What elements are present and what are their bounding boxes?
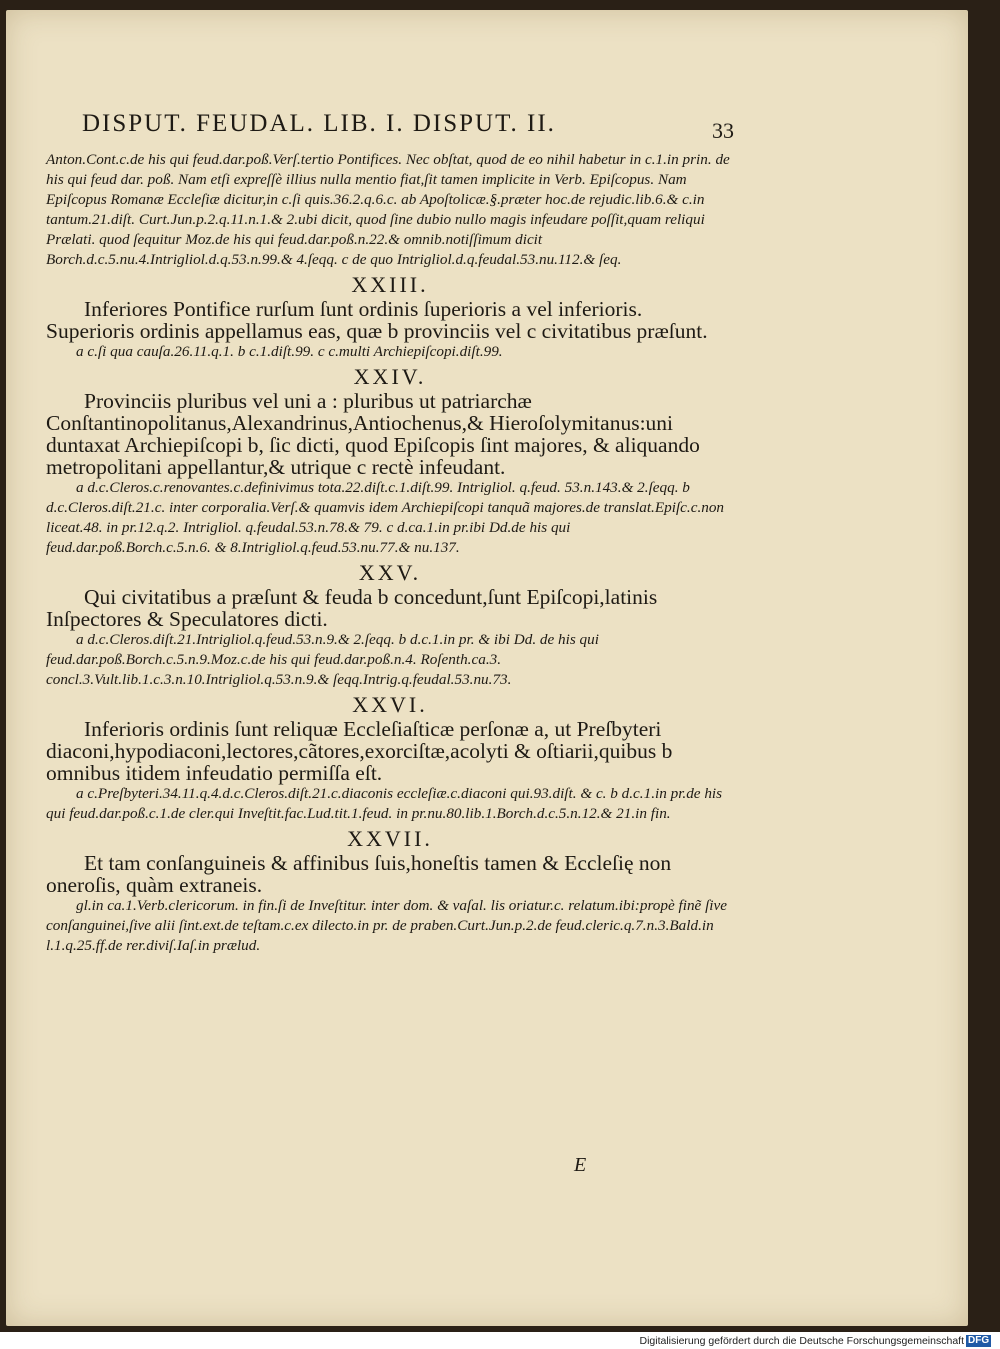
section-body: Inferioris ordinis ſunt reliquæ Eccleſiaſticæ perſonæ a, ut Preſbyteri diaconi,hypodiaconi,lectores,cãtores,exorciſtæ,acolyti & oſtiarii,quibus b omnibus itidem infeudatio permiſſa eſt. <box>46 717 673 785</box>
section-note: a c.Preſbyteri.34.11.q.4.d.c.Cleros.diſt.21.c.diaconis eccleſiæ.c.diaconi qui.93.diſt. & c. b d.c.1.in pr.de his qui feud.dar.poß.c.1.de cler.qui Inveſtit.fac.Lud.tit.1.feud. in pr.nu.80.lib.1.Borch.d.c.5.n.12.& 21.in fin. <box>46 785 723 822</box>
signature-mark: E <box>574 1154 587 1176</box>
section-xxiii <box>46 272 734 362</box>
dfg-logo-icon: DFG <box>968 1335 990 1346</box>
footer-credit: Digitalisierung gefördert durch die Deutsche Forschungsgemeinschaft <box>639 1335 964 1347</box>
section-heading: XXIV. <box>353 364 427 389</box>
section-body: Et tam conſanguineis & affinibus ſuis,honeſtis tamen & Eccleſię non oneroſis, quàm extraneis. <box>46 851 672 897</box>
running-head: DISPUT. FEUDAL. LIB. I. DISPUT. II. <box>82 110 556 137</box>
section-body: Provinciis pluribus vel uni a : pluribus ut patriarchæ Conſtantinopolitanus,Alexandrinus,Antiochenus,& Hieroſolymitanus:uni duntaxat Archiepiſcopi b, ſic dicti, quod Epiſcopis ſint majores, & aliquando metropolitani appellantur,& utrique c rectè infeudant. <box>46 389 700 479</box>
section-heading: XXVII. <box>347 826 433 851</box>
section-heading: XXV. <box>358 560 422 585</box>
section-heading: XXIII. <box>351 272 429 297</box>
section-body: Inferiores Pontifice rurſum ſunt ordinis ſuperioris a vel inferioris. Superioris ordinis appellamus eas, quæ b provinciis vel c civitatibus præſunt. <box>46 297 708 343</box>
section-heading: XXVI. <box>352 692 428 717</box>
section-body: Qui civitatibus a præſunt & feuda b concedunt,ſunt Epiſcopi,latinis Inſpectores & Speculatores dicti. <box>46 585 658 631</box>
section-xxvi <box>46 692 734 824</box>
section-xxiv <box>46 364 734 558</box>
text-block <box>46 150 734 956</box>
page-number: 33 <box>712 118 734 143</box>
top-footnote: Anton.Cont.c.de his qui feud.dar.poß.Verſ.tertio Pontifices. Nec obſtat, quod de eo nihil habetur in c.1.in prin. de his qui feud dar. poß. Nam etſi expreſſè illius nulla mentio fiat,ſit tamen implicite in Verb. Epiſcopus. Nam Epiſcopus Romanæ Eccleſiæ dicitur,in c.ſi quis.36.2.q.6.c. ab Apoſtolicæ.§.præter hoc.de rejudic.lib.6.& c.in tantum.21.diſt. Curt.Jun.p.2.q.11.n.1.& 2.ubi dicit, quod ſine dubio nullo magis infeudare poſſit,quam reliqui Prælati. quod ſequitur Moz.de his qui feud.dar.poß.n.22.& omnib.notiſſimum dicit Borch.d.c.5.nu.4.Intrigliol.d.q.53.n.99.& 4.ſeqq. c de quo Intrigliol.d.q.feudal.53.nu.112.& ſeq. <box>46 151 730 268</box>
section-note: a d.c.Cleros.c.renovantes.c.definivimus tota.22.diſt.c.1.diſt.99. Intrigliol. q.feud. 53.n.143.& 2.ſeqq. b d.c.Cleros.diſt.21.c. inter corporalia.Verſ.& quamvis idem Archiepiſcopi tanquã majores.de translat.Epiſc.c.non liceat.48. in pr.12.q.2. Intrigliol. q.feudal.53.n.78.& 79. c d.ca.1.in pr.ibi Dd.de his qui feud.dar.poß.Borch.c.5.n.6. & 8.Intrigliol.q.feud.53.nu.77.& nu.137. <box>46 479 725 556</box>
section-note: gl.in ca.1.Verb.clericorum. in fin.ſi de Inveſtitur. inter dom. & vaſal. lis oriatur.c. relatum.ibi:propè finẽ ſive conſanguinei,ſive alii ſint.ext.de teſtam.c.ex dilecto.in pr. de praben.Curt.Jun.p.2.de feud.cleric.q.7.n.3.Bald.in l.1.q.25.ff.de rer.diviſ.Iaſ.in prælud. <box>46 897 728 954</box>
section-note: a d.c.Cleros.diſt.21.Intrigliol.q.feud.53.n.9.& 2.ſeqq. b d.c.1.in pr. & ibi Dd. de his qui feud.dar.poß.Borch.c.5.n.9.Moz.c.de his qui feud.dar.poß.n.4. Roſenth.ca.3. concl.3.Vult.lib.1.c.3.n.10.Intrigliol.q.53.n.9.& ſeqq.Intrig.q.feudal.53.nu.73. <box>46 631 599 688</box>
section-note: a c.ſi qua cauſa.26.11.q.1. b c.1.diſt.99. c c.multi Archiepiſcopi.diſt.99. <box>76 343 503 360</box>
section-xxv <box>46 560 734 690</box>
section-xxvii <box>46 826 734 956</box>
